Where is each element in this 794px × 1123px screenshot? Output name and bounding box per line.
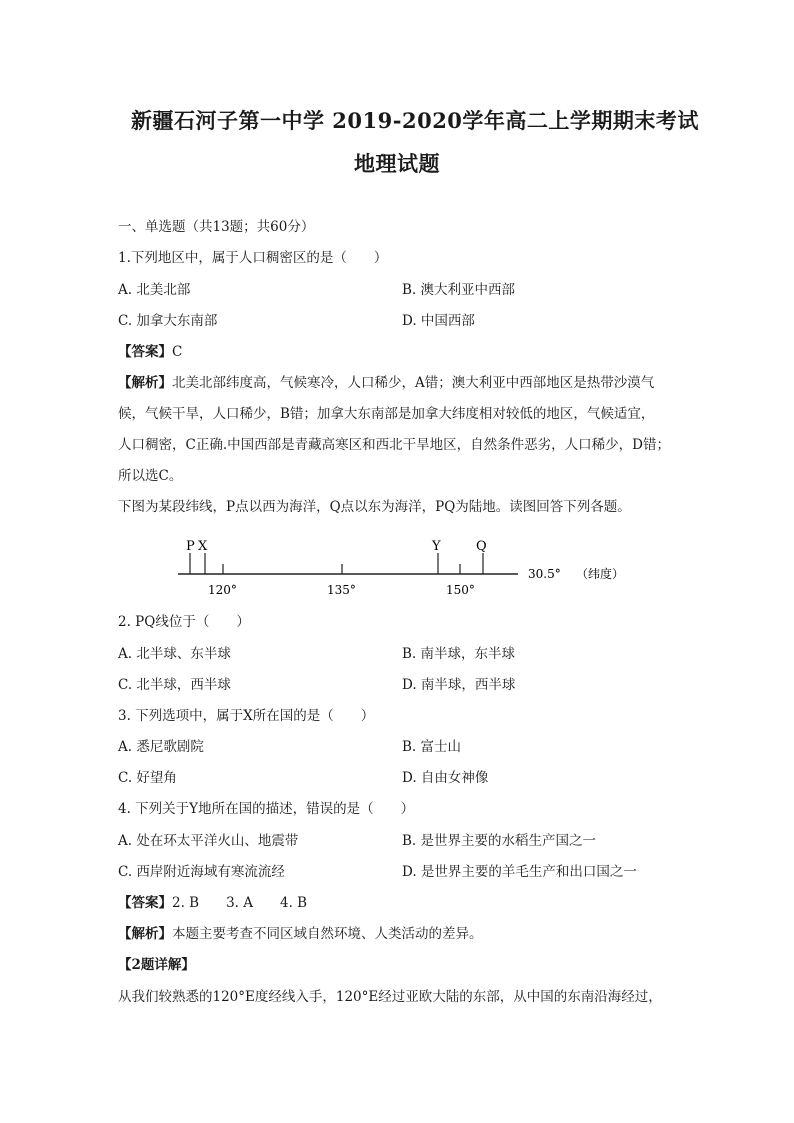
- question-1-option-c: C. 加拿大东南部: [118, 313, 218, 329]
- question-4-option-b: B. 是世界主要的水稻生产国之一: [402, 833, 597, 849]
- answer-value: C: [172, 344, 183, 360]
- question-2-option-b: B. 南半球，东半球: [402, 646, 516, 662]
- question-1-option-b: B. 澳大利亚中西部: [402, 282, 516, 298]
- document-title: 新疆石河子第一中学 2019-2020学年高二上学期期末考试: [131, 108, 699, 133]
- answer-value: 2. B 3. A 4. B: [172, 895, 308, 911]
- point-p-label: P: [186, 539, 195, 554]
- question-3-option-a: A. 悉尼歌剧院: [118, 739, 204, 755]
- document-subtitle: 地理试题: [354, 151, 440, 176]
- section-heading: 一、单选题（共13题；共60分）: [118, 219, 315, 235]
- question-1-analysis-line-2: 候，气候干旱，人口稀少，B错；加拿大东南部是加拿大纬度相对较低的地区，气候适宜，: [118, 406, 655, 422]
- analysis-text: 本题主要考查不同区域自然环境、人类活动的差异。: [172, 926, 483, 942]
- question-1-analysis-line-1: [118, 374, 654, 392]
- tick-150-label: 150°: [446, 583, 475, 597]
- question-4-stem: 4. 下列关于Y地所在国的描述，错误的是（ ）: [118, 801, 415, 817]
- question-2-option-d: D. 南半球，西半球: [402, 677, 516, 693]
- tick-120-label: 120°: [208, 583, 237, 597]
- point-y-label: Y: [432, 539, 441, 554]
- latitude-value: 30.5°: [528, 567, 561, 581]
- question-3-option-c: C. 好望角: [118, 770, 177, 786]
- question-1-option-d: D. 中国西部: [402, 313, 475, 329]
- figure-intro: 下图为某段纬线，P点以西为海洋，Q点以东为海洋，PQ为陆地。读图回答下列各题。: [118, 499, 631, 515]
- question-1-analysis-line-4: 所以选C。: [118, 468, 183, 484]
- question-4-option-d: D. 是世界主要的羊毛生产和出口国之一: [402, 864, 637, 880]
- answer-tag: 【答案】: [118, 895, 172, 911]
- question-4-option-a: A. 处在环太平洋火山、地震带: [118, 833, 299, 849]
- group-analysis: [118, 925, 483, 943]
- analysis-text: 北美北部纬度高，气候寒冷，人口稀少，A错；澳大利亚中西部地区是热带沙漠气: [172, 375, 655, 391]
- latitude-line-diagram: [170, 534, 640, 604]
- detail-heading: 【2题详解】: [118, 957, 195, 973]
- detail-text: 从我们较熟悉的120°E度经线入手，120°E经过亚欧大陆的东部，从中国的东南沿海经过，: [118, 989, 662, 1005]
- question-3-option-d: D. 自由女神像: [402, 770, 489, 786]
- group-answer: [118, 894, 307, 912]
- latitude-note: （纬度）: [576, 567, 625, 581]
- question-4-option-c: C. 西岸附近海域有寒流流经: [118, 864, 285, 880]
- question-1-stem: 1.下列地区中，属于人口稠密区的是（ ）: [118, 250, 388, 266]
- question-3-stem: 3. 下列选项中，属于X所在国的是（ ）: [118, 708, 375, 724]
- tick-135-label: 135°: [327, 583, 356, 597]
- question-2-option-a: A. 北半球、东半球: [118, 646, 231, 662]
- question-1-answer: [118, 343, 182, 361]
- question-2-option-c: C. 北半球，西半球: [118, 677, 231, 693]
- analysis-tag: 【解析】: [118, 375, 172, 391]
- analysis-tag: 【解析】: [118, 926, 172, 942]
- question-3-option-b: B. 富士山: [402, 739, 462, 755]
- point-q-label: Q: [476, 539, 487, 554]
- question-1-analysis-line-3: 人口稠密，C正确.中国西部是青藏高寒区和西北干旱地区，自然条件恶劣，人口稀少，D错；: [118, 437, 670, 453]
- question-2-stem: 2. PQ线位于（ ）: [118, 614, 250, 630]
- question-1-option-a: A. 北美北部: [118, 282, 191, 298]
- point-x-label: X: [198, 539, 208, 554]
- answer-tag: 【答案】: [118, 344, 172, 360]
